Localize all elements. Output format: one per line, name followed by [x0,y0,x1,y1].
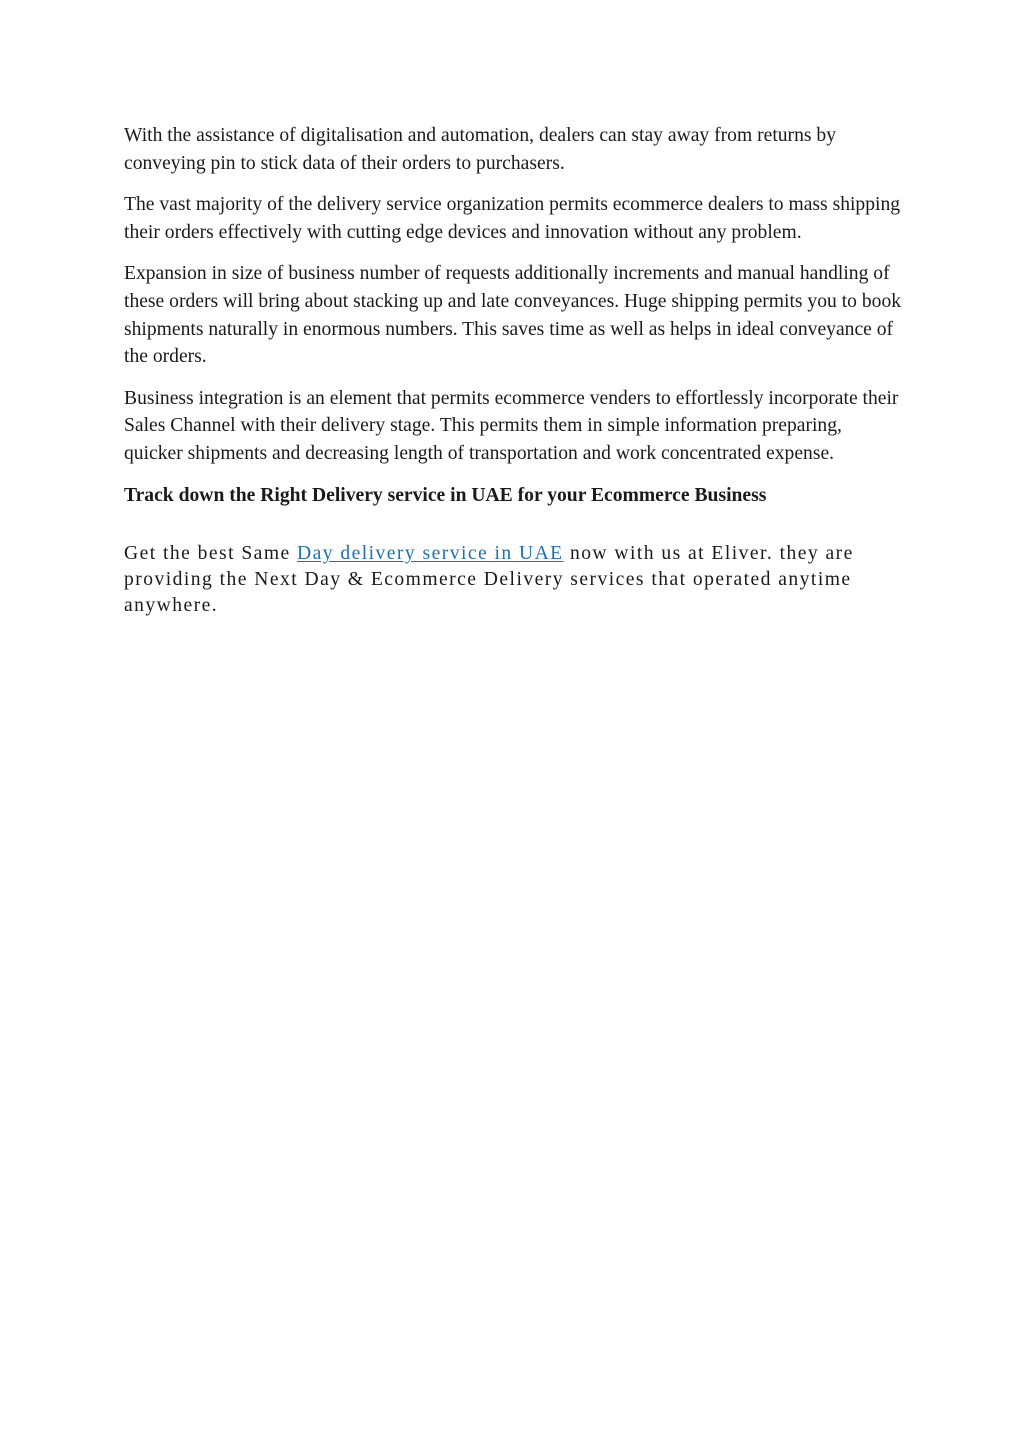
paragraph-delivery-service: The vast majority of the delivery service organization permits ecommerce dealers to mass shipping their orders effectively with cutting edge devices and innovation without any problem. [124,194,901,243]
paragraph-expansion: Expansion in size of business number of requests additionally increments and manual handling of these orders will bring about stacking up and late conveyances. Huge shipping permits you to book shipments naturally in enormous numbers. This saves time as well as helps in ideal conveyance of the orders. [124,263,902,368]
paragraph-digitalisation: With the assistance of digitalisation and automation, dealers can stay away from returns by conveying pin to stick data of their orders to purchasers. [124,125,836,174]
document-body [124,122,904,638]
paragraph-business-integration: Business integration is an element that permits ecommerce venders to effortlessly incorporate their Sales Channel with their delivery stage. This permits them in simple information preparing, quicker shipments and decreasing length of transportation and work concentrated expense. [124,387,899,464]
closing-text-start: Get the best Same [124,543,298,565]
section-heading: Track down the Right Delivery service in UAE for your Ecommerce Business [124,484,767,506]
closing-paragraph [124,541,904,618]
closing-text-end: now with us at Eliver. they are providing the Next Day & Ecommerce Delivery services that operated anytime anywhere. [124,543,854,616]
delivery-service-link[interactable]: Day delivery service in UAE [297,543,564,565]
